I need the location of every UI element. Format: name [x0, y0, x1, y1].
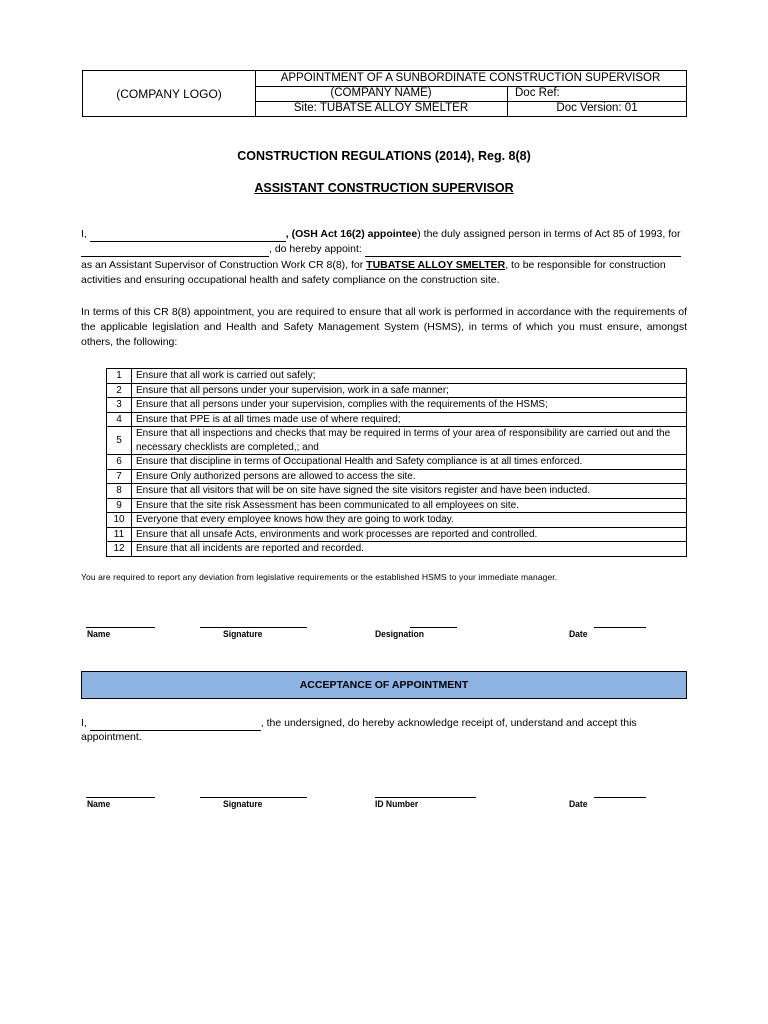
- duty-row: [107, 484, 687, 499]
- appointment-line-1: [81, 227, 687, 242]
- date-line-2[interactable]: [594, 797, 646, 798]
- osh-comma: ,: [285, 228, 289, 240]
- duty-row: [107, 369, 687, 384]
- appointment-line-3: [81, 258, 687, 273]
- signature-label-1: Signature: [223, 629, 263, 640]
- company-name-cell: (COMPANY NAME): [255, 86, 508, 101]
- duty-number: 6: [107, 455, 132, 470]
- duty-number: 10: [107, 513, 132, 528]
- company-name-row: [255, 86, 686, 102]
- osh-appointee-label: (OSH Act 16(2) appointee: [291, 228, 418, 240]
- duty-number: 7: [107, 469, 132, 484]
- duty-text: Ensure that all persons under your supervision, complies with the requirements of the HSMS;: [132, 398, 687, 413]
- duty-row: [107, 527, 687, 542]
- acceptance-line-2: appointment.: [81, 731, 142, 743]
- i-prefix: I,: [81, 228, 87, 240]
- appointment-subtitle: ASSISTANT CONSTRUCTION SUPERVISOR: [254, 181, 514, 195]
- appointment-line-2: [81, 242, 687, 257]
- name-label-1: Name: [87, 629, 111, 640]
- duty-text: Ensure that all inspections and checks that may be required in terms of your area of responsibility are carried out and the necessary checklists are completed,; and: [132, 427, 687, 455]
- duty-text: Ensure that all incidents are reported and recorded.: [132, 542, 687, 557]
- id-number-label-2: ID Number: [375, 799, 419, 810]
- duty-number: 2: [107, 383, 132, 398]
- site-row: [255, 101, 686, 116]
- terms-paragraph: In terms of this CR 8(8) appointment, you are required to ensure that all work is performed in accordance with the requirements of the applicable legislation and Health and Safety Management System (HSMS), in terms of which you must ensure, amongst others, the following:: [81, 306, 687, 348]
- duty-text: Ensure that PPE is at all times made use of where required;: [132, 412, 687, 427]
- duty-number: 5: [107, 427, 132, 455]
- acceptance-line-1: [81, 716, 687, 731]
- appointment-line-3-b: , to be responsible for construction: [505, 259, 666, 271]
- duty-text: Ensure that all work is carried out safely;: [132, 369, 687, 384]
- duty-row: [107, 513, 687, 528]
- duty-row: [107, 398, 687, 413]
- appointment-line-3-a: as an Assistant Supervisor of Construction Work CR 8(8), for: [81, 259, 364, 271]
- duty-text: Ensure that discipline in terms of Occupational Health and Safety compliance is at all times enforced.: [132, 455, 687, 470]
- date-label-2: Date: [569, 799, 588, 810]
- duties-table: [106, 368, 687, 557]
- duty-text: Ensure that all visitors that will be on site have signed the site visitors register and have been inducted.: [132, 484, 687, 499]
- acceptance-heading: ACCEPTANCE OF APPOINTMENT: [81, 671, 687, 699]
- duty-row: [107, 412, 687, 427]
- duty-text: Ensure that all unsafe Acts, environments and work processes are reported and controlled.: [132, 527, 687, 542]
- doc-version-cell: Doc Version: 01: [556, 102, 638, 114]
- duty-text: Ensure that all persons under your supervision, work in a safe manner;: [132, 383, 687, 398]
- name-line-2[interactable]: [86, 797, 155, 798]
- appointment-line-4: activities and ensuring occupational health and safety compliance on the construction site.: [81, 274, 500, 286]
- duty-row: [107, 469, 687, 484]
- doc-ref-cell: Doc Ref:: [515, 87, 560, 99]
- company-blank[interactable]: [81, 244, 269, 257]
- appointment-line-1-rest: ) the duly assigned person in terms of Act 85 of 1993, for: [417, 228, 681, 240]
- duty-number: 9: [107, 498, 132, 513]
- duty-row: [107, 498, 687, 513]
- name-line-1[interactable]: [86, 627, 155, 628]
- signature-line-1[interactable]: [200, 627, 307, 628]
- duty-number: 1: [107, 369, 132, 384]
- duty-number: 8: [107, 484, 132, 499]
- date-line-1[interactable]: [594, 627, 646, 628]
- duty-text: Ensure Only authorized persons are allowed to access the site.: [132, 469, 687, 484]
- duty-row: [107, 455, 687, 470]
- site-name: TUBATSE ALLOY SMELTER: [366, 259, 506, 271]
- date-label-1: Date: [569, 629, 588, 640]
- document-header-table: [82, 70, 687, 117]
- reporting-notice: You are required to report any deviation from legislative requirements or the established HSMS to your immediate manager.: [81, 572, 558, 582]
- acceptance-text-rest: , the undersigned, do hereby acknowledge receipt of, understand and accept this: [260, 717, 637, 729]
- designation-line-1[interactable]: [410, 627, 457, 628]
- site-cell: Site: TUBATSE ALLOY SMELTER: [255, 101, 508, 116]
- designation-label-1: Designation: [375, 629, 424, 640]
- duty-number: 11: [107, 527, 132, 542]
- duty-row: [107, 383, 687, 398]
- id-number-line-2[interactable]: [375, 797, 476, 798]
- duty-number: 3: [107, 398, 132, 413]
- appointee-name-blank[interactable]: [365, 244, 681, 257]
- company-logo-placeholder: (COMPANY LOGO): [83, 71, 256, 116]
- duty-text: Everyone that every employee knows how they are going to work today.: [132, 513, 687, 528]
- document-title-cell: APPOINTMENT OF A SUNBORDINATE CONSTRUCTION SUPERVISOR: [255, 71, 686, 87]
- signature-line-2[interactable]: [200, 797, 307, 798]
- regulation-title: CONSTRUCTION REGULATIONS (2014), Reg. 8(8): [237, 149, 531, 163]
- acceptance-i-prefix: I,: [81, 717, 87, 729]
- duty-number: 4: [107, 412, 132, 427]
- appointer-name-blank[interactable]: [90, 229, 286, 242]
- duty-row: [107, 542, 687, 557]
- duty-text: Ensure that the site risk Assessment has been communicated to all employees on site.: [132, 498, 687, 513]
- signature-label-2: Signature: [223, 799, 263, 810]
- duty-row: [107, 427, 687, 455]
- name-label-2: Name: [87, 799, 111, 810]
- appointment-line-2-rest: , do hereby appoint:: [269, 243, 362, 255]
- duty-number: 12: [107, 542, 132, 557]
